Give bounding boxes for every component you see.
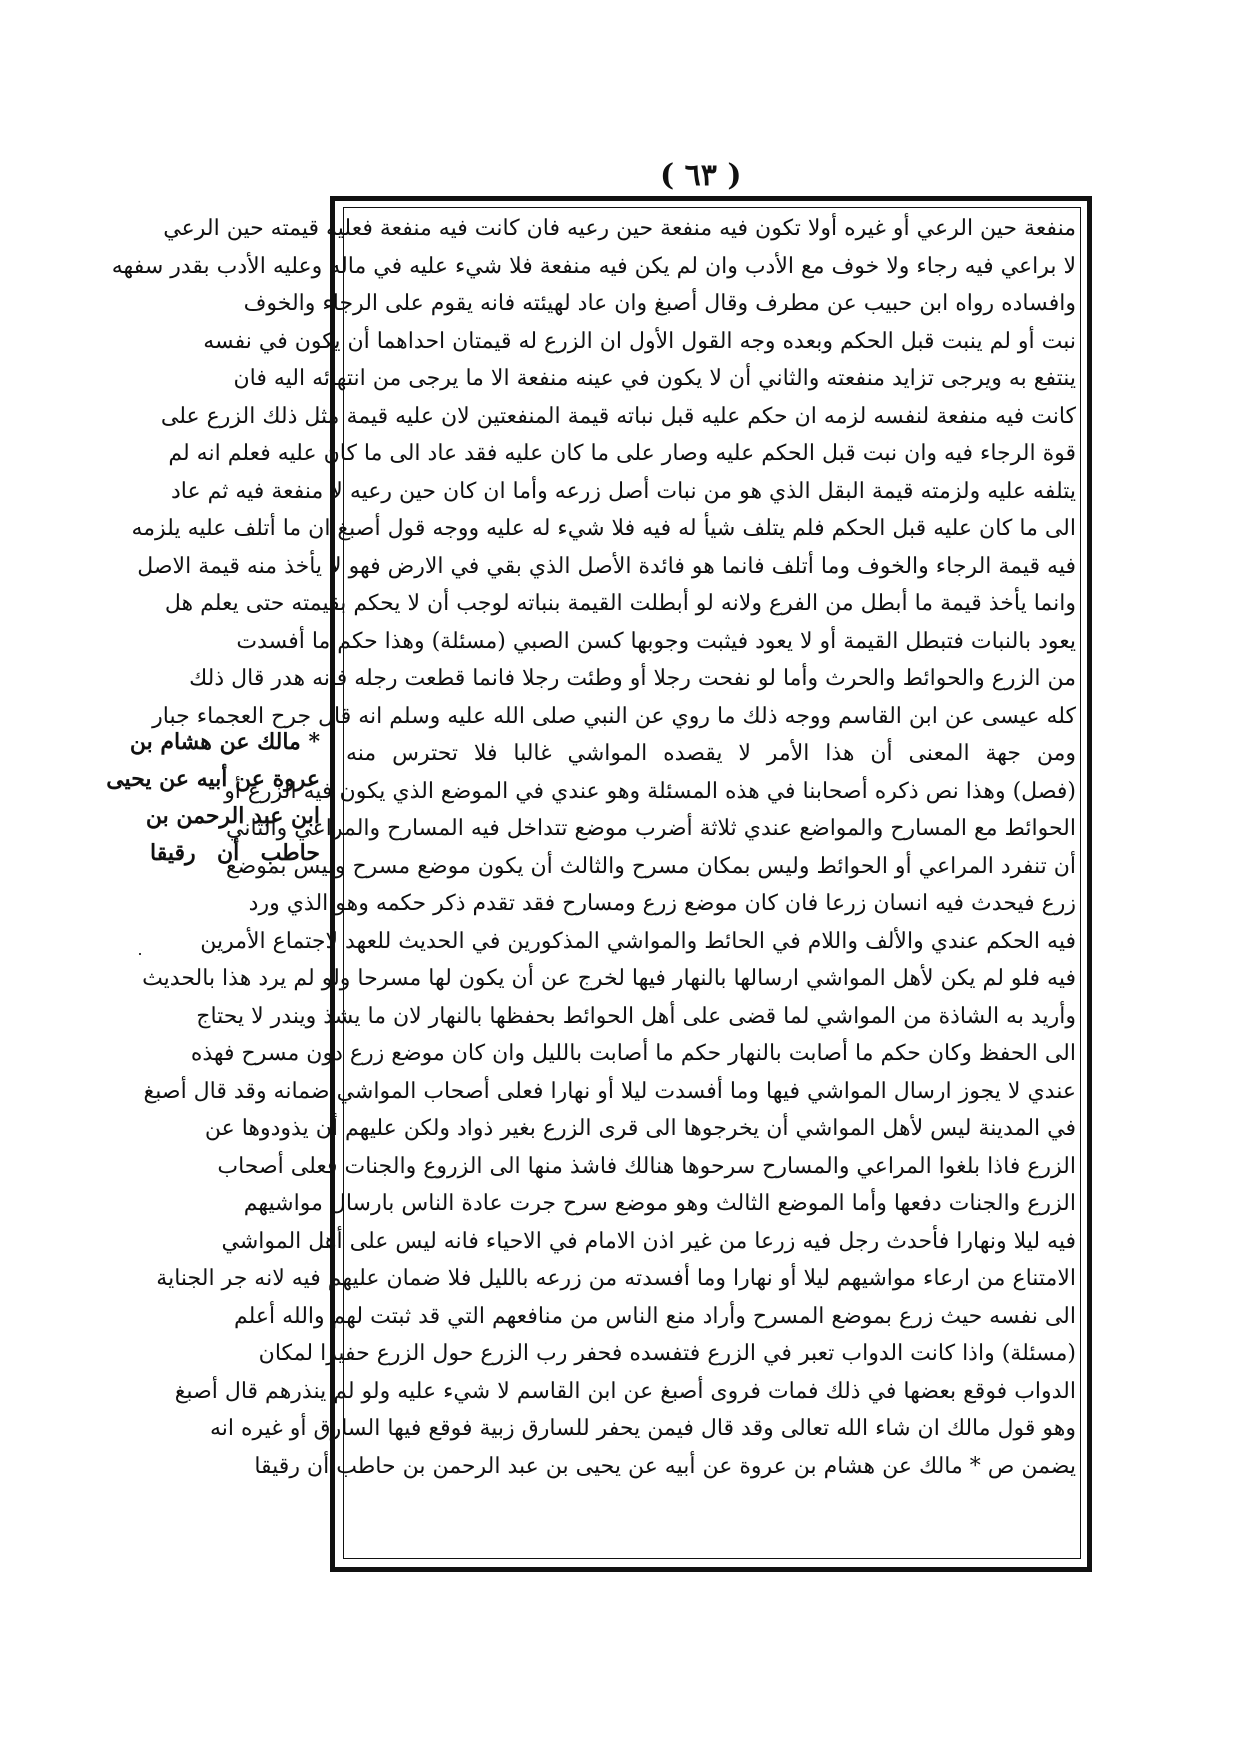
body-line: يتلفه عليه ولزمته قيمة البقل الذي هو من نبات أصل زرعه وأما ان كان حين رعيه لا منفعة فيه ثم عاد	[171, 478, 1076, 504]
body-line: عندي لا يجوز ارسال المواشي فيها وما أفسدت ليلا أو نهارا فعلى أصحاب المواشي ضمانه وقد قال أصبغ	[143, 1078, 1076, 1104]
margin-note-line: عروة عن أبيه عن يحيى	[106, 766, 320, 792]
body-line: وأريد به الشاذة من المواشي لما قضى على أهل الحوائط بحفظها بالنهار لان ما يشذ ويندر لا يحتاج	[196, 1003, 1076, 1029]
margin-note-line: حاطب أن رقيقا	[150, 840, 320, 866]
body-line: في المدينة ليس لأهل المواشي أن يخرجوها الى قرى الزرع بغير ذواد ولكن عليهم أن يذودوها عن	[204, 1116, 1076, 1141]
body-line: نبت أو لم ينبت قبل الحكم وبعده وجه القول الأول ان الزرع له قيمتان احداهما أن يكون في نفسه	[203, 328, 1076, 354]
body-line: أن تنفرد المراعي أو الحوائط وليس بمكان مسرح والثالث أن يكون موضع مسرح وليس بموضع	[225, 853, 1076, 879]
body-line: الحوائط مع المسارح والمواضع عندي ثلاثة أضرب موضع تتداخل فيه المسارح والمراعي والثاني	[226, 816, 1076, 841]
body-line: لا براعي فيه رجاء ولا خوف مع الأدب وان لم يكن فيه منفعة فلا شيء عليه في ماله وعليه الأدب بقدر سفهه	[111, 253, 1076, 279]
body-line: الامتناع من ارعاء مواشيهم ليلا أو نهارا وما أفسدته من زرعه بالليل فلا ضمان عليهم فيه لانه جر الجناية	[156, 1266, 1076, 1291]
body-line: من الزرع والحوائط والحرث وأما لو نفحت رجلا أو وطئت رجلا فانما قطعت رجله فانه هدر قال ذلك	[189, 666, 1076, 691]
body-line: يعود بالنبات فتبطل القيمة أو لا يعود فيثبت وجوبها كسن الصبي (مسئلة) وهذا حكم ما أفسدت	[236, 628, 1076, 654]
body-line: الى الحفظ وكان حكم ما أصابت بالنهار حكم ما أصابت بالليل وان كان موضع زرع دون مسرح فهذه	[190, 1041, 1076, 1066]
body-line: فيه ليلا ونهارا فأحدث رجل فيه زرعا من غير اذن الامام في الاحياء فانه ليس على أهل المواشي	[221, 1228, 1076, 1254]
body-line: كله عيسى عن ابن القاسم ووجه ذلك ما روي عن النبي صلى الله عليه وسلم انه قال جرح العجماء جبار	[152, 703, 1076, 729]
body-line: الزرع والجنات دفعها وأما الموضع الثالث وهو موضع سرح جرت عادة الناس بارسال مواشيهم	[243, 1191, 1076, 1216]
stray-mark	[139, 953, 141, 955]
body-line: الزرع فاذا بلغوا المراعي والمسارح سرحوها هنالك فاشذ منها الى الزروع والجنات فعلى أصحاب	[217, 1153, 1076, 1179]
body-line: (فصل) وهذا نص ذكره أصحابنا في هذه المسئلة وهو عندي في الموضع الذي يكون فيه الزرع أو	[224, 778, 1076, 804]
body-line: فيه قيمة الرجاء والخوف وما أتلف فانما هو فائدة الأصل الذي بقي في الارض فهو لا يأخذ منه قيمة الاصل	[137, 553, 1076, 579]
page-number: ( ٦٣ )	[660, 158, 742, 193]
body-line: كانت فيه منفعة لنفسه لزمه ان حكم عليه قبل نباته قيمة المنفعتين لان عليه قيمة مثل ذلك الزرع على	[160, 403, 1076, 429]
body-line: قوة الرجاء فيه وان نبت قبل الحكم عليه وصار على ما كان عليه فقد عاد الى ما كان عليه فعلم انه لم	[168, 441, 1076, 466]
body-line: وانما يأخذ قيمة ما أبطل من الفرع ولانه لو أبطلت القيمة بنباته لوجب أن لا يحكم بقيمته حتى يعلم هل	[164, 591, 1076, 616]
body-line: الى نفسه حيث زرع بموضع المسرح وأراد منع الناس من منافعهم التي قد ثبتت لهم والله أعلم	[233, 1303, 1076, 1329]
body-line: الى ما كان عليه قبل الحكم فلم يتلف شيأ له فيه فلا شيء له عليه ووجه قول أصبغ ان ما أتلف عليه يلزمه	[131, 516, 1076, 541]
body-line: الدواب فوقع بعضها في ذلك فمات فروى أصبغ عن ابن القاسم لا شيء عليه ولو لم ينذرهم قال أصبغ	[174, 1378, 1076, 1404]
body-line: فيه فلو لم يكن لأهل المواشي ارسالها بالنهار فيها لخرج عن أن يكون لها مسرحا ولو لم يرد هذا بالحديث	[142, 966, 1076, 991]
body-line: ينتفع به ويرجى تزايد منفعته والثاني أن لا يكون في عينه منفعة الا ما يرجى من انتهائه اليه فان	[233, 366, 1076, 391]
body-line: منفعة حين الرعي أو غيره أولا تكون فيه منفعة حين رعيه فان كانت فيه منفعة فعليه قيمته حين الرعي	[163, 216, 1076, 241]
margin-note-line: * مالك عن هشام بن	[129, 729, 320, 755]
body-line: وهو قول مالك ان شاء الله تعالى وقد قال فيمن يحفر للسارق زبية فوقع فيها السارق أو غيره انه	[209, 1416, 1076, 1441]
body-line: فيه الحكم عندي والألف واللام في الحائط والمواشي المذكورين في الحديث للعهد لاجتماع الأمرين	[200, 928, 1076, 954]
body-line: زرع فيحدث فيه انسان زرعا فان كان موضع زرع ومسارح فقد تقدم ذكر حكمه وهو الذي ورد	[248, 891, 1076, 916]
body-line: (مسئلة) واذا كانت الدواب تعبر في الزرع فتفسده فحفر رب الزرع حول الزرع حفيرا لمكان	[258, 1341, 1076, 1366]
body-line: يضمن ص * مالك عن هشام بن عروة عن أبيه عن يحيى بن عبد الرحمن بن حاطب أن رقيقا	[254, 1453, 1076, 1479]
body-line: وافساده رواه ابن حبيب عن مطرف وقال أصبغ وان عاد لهيئته فانه يقوم على الرجاء والخوف	[243, 291, 1076, 316]
body-line	[346, 1485, 1076, 1523]
body-line: ومن جهة المعنى أن هذا الأمر لا يقصده المواشي غالبا فلا تحترس منه	[346, 741, 1076, 766]
margin-note-line: ابن عبد الرحمن بن	[145, 803, 320, 829]
